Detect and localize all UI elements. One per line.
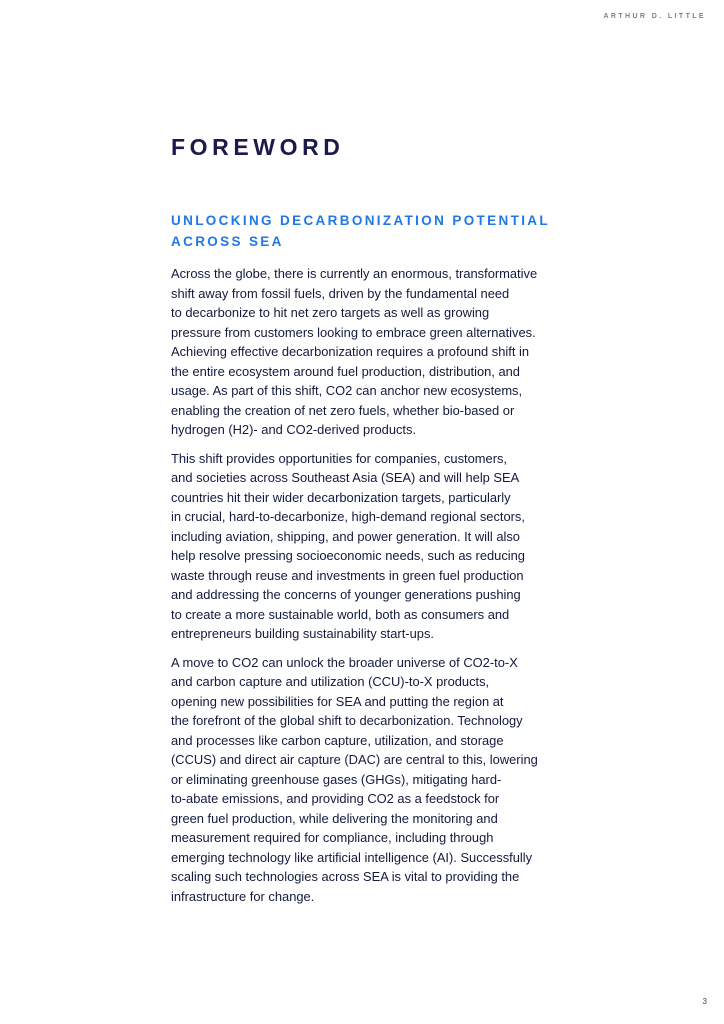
text-line: the forefront of the global shift to decarbonization. Technology (171, 713, 523, 728)
text-line: shift away from fossil fuels, driven by the fundamental need (171, 285, 510, 301)
text-line: emerging technology like artificial intelligence (AI). Successfully (171, 849, 533, 865)
text-line: and processes like carbon capture, utilization, and storage (171, 732, 504, 748)
text-line: A move to CO2 can unlock the broader universe of CO2-to-X (171, 654, 518, 670)
text-line: measurement required for compliance, including through (171, 830, 494, 845)
paragraph-1 (171, 264, 591, 440)
text-line: green fuel production, while delivering the monitoring and (171, 810, 498, 826)
section-subtitle (171, 211, 591, 252)
text-line: and societies across Southeast Asia (SEA) and will help SEA (171, 470, 520, 485)
text-line: and carbon capture and utilization (CCU)-to-X products, (171, 674, 490, 689)
text-line: Across the globe, there is currently an enormous, transformative (171, 266, 538, 281)
text-line: including aviation, shipping, and power generation. It will also (171, 528, 520, 544)
text-line: opening new possibilities for SEA and putting the region at (171, 693, 504, 709)
body-text (171, 264, 591, 915)
page-number: 3 (702, 997, 707, 1006)
text-line: help resolve pressing socioeconomic needs, such as reducing (171, 548, 525, 563)
text-line: usage. As part of this shift, CO2 can anchor new ecosystems, (171, 383, 523, 398)
text-line: to create a more sustainable world, both as consumers and (171, 606, 510, 622)
text-line: countries hit their wider decarbonization targets, particularly (171, 489, 511, 505)
page-title: FOREWORD (171, 134, 345, 160)
text-line: the entire ecosystem around fuel production, distribution, and (171, 363, 520, 379)
text-line: to-abate emissions, and providing CO2 as a feedstock for (171, 791, 500, 806)
text-line: waste through reuse and investments in green fuel production (171, 567, 524, 583)
text-line: in crucial, hard-to-decarbonize, high-demand regional sectors, (171, 509, 525, 524)
text-line: and addressing the concerns of younger generations pushing (171, 587, 521, 602)
text-line: infrastructure for change. (171, 888, 315, 904)
text-line: (CCUS) and direct air capture (DAC) are central to this, lowering (171, 752, 538, 767)
text-line: or eliminating greenhouse gases (GHGs), mitigating hard- (171, 771, 502, 787)
text-line: pressure from customers looking to embrace green alternatives. (171, 324, 536, 340)
text-line: Achieving effective decarbonization requires a profound shift in (171, 344, 530, 359)
text-line: This shift provides opportunities for companies, customers, (171, 450, 508, 466)
brand-header: ARTHUR D. LITTLE (603, 13, 706, 20)
text-line: scaling such technologies across SEA is vital to providing the (171, 869, 520, 884)
paragraph-3 (171, 653, 591, 907)
text-line: enabling the creation of net zero fuels, whether bio-based or (171, 402, 515, 418)
paragraph-2 (171, 449, 591, 644)
text-line: entrepreneurs building sustainability start-ups. (171, 626, 434, 641)
subtitle-line: ACROSS SEA (171, 233, 284, 249)
text-line: hydrogen (H2)- and CO2-derived products. (171, 422, 417, 437)
subtitle-line: UNLOCKING DECARBONIZATION POTENTIAL (171, 213, 550, 228)
text-line: to decarbonize to hit net zero targets as well as growing (171, 305, 490, 320)
